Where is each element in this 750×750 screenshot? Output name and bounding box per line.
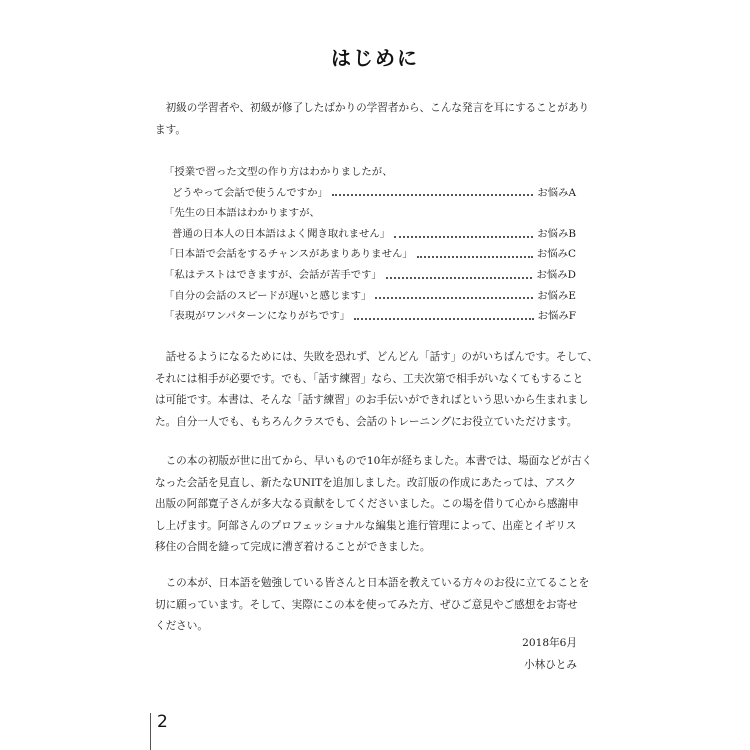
worry-row (164, 183, 576, 204)
worry-text: 「先生の日本語はわかりますが、 (164, 207, 320, 220)
worry-row (164, 265, 576, 286)
leader-dots (354, 317, 534, 320)
paragraph-line: 話せるようになるためには、失敗を恐れず、どんどん「話す」のがいちばんです。そして、 (165, 351, 599, 363)
intro-line: ます。 (155, 123, 186, 136)
paragraph-line: それには相手が必要です。でも、「話す練習」なら、工夫次第で相手がいなくてもすること (155, 372, 584, 385)
paragraph-line: なった会話を見直し、新たなUNITを追加しました。改訂版の作成にあたっては、アスク (155, 476, 576, 489)
page-number-rule (150, 713, 151, 750)
worry-row (164, 286, 576, 307)
intro-paragraph (155, 98, 590, 141)
leader-dots (375, 296, 533, 299)
body-paragraph-2 (155, 347, 599, 433)
worry-tag: お悩みC (536, 248, 576, 261)
paragraph-line: ください。 (155, 620, 208, 633)
worry-row (164, 203, 576, 224)
body-paragraph-3 (155, 451, 593, 559)
worry-text: 「日本語で会話をするチャンスがあまりありません」 (164, 248, 413, 261)
leader-dots (417, 255, 533, 258)
worry-text: 「私はテストはできますが、会話が苦手です」 (164, 268, 382, 281)
paragraph-line: は可能です。本書は、そんな「話す練習」のお手伝いができればという思いから生まれまし (155, 394, 589, 407)
intro-line: 初級の学習者や、初級が修了したばかりの学習者から、こんな発言を耳にすることがあり (165, 102, 590, 114)
author-name: 小林ひとみ (524, 659, 577, 671)
paragraph-line: 切に願っています。そして、実際にこの本を使ってみた方、ぜひご意見やご感想をお寄せ (155, 598, 578, 611)
worry-text: 「表現がワンパターンになりがちです」 (164, 310, 350, 323)
worry-tag: お悩みB (537, 227, 576, 240)
paragraph-line: た。自分一人でも、もちろんクラスでも、会話のトレーニングにお役立ていただけます。 (155, 415, 578, 428)
page-number: 2 (157, 712, 168, 732)
paragraph-line: 移住の合間を縫って完成に漕ぎ着けることができました。 (155, 541, 431, 554)
leader-dots (332, 193, 533, 196)
worry-tag: お悩みD (536, 268, 576, 281)
worries-list (164, 162, 576, 327)
worry-tag: お悩みA (537, 186, 576, 199)
paragraph-line: この本の初版が世に出てから、早いもので10年が経ちました。本書では、場面などが古く (165, 455, 593, 467)
worry-tag: お悩みE (537, 289, 576, 302)
date-line: 2018年6月 (522, 637, 577, 649)
paragraph-line: この本が、日本語を勉強している皆さんと日本語を教えている方々のお役に立てることを (165, 577, 590, 589)
worry-text: 「授業で習った文型の作り方はわかりましたが、 (164, 166, 393, 178)
worry-row (164, 224, 576, 245)
paragraph-line: し上げます。阿部さんのプロフェッショナルな編集と進行管理によって、出産とイギリス (155, 519, 577, 532)
worry-text: 「自分の会話のスピードが遅いと感じます」 (164, 289, 372, 302)
leader-dots (394, 235, 533, 238)
worry-row (164, 162, 576, 183)
worry-text: どうやって会話で使うんですか」 (172, 186, 328, 199)
worry-row (164, 306, 576, 327)
page-title: はじめに (331, 46, 419, 70)
worry-row (164, 244, 576, 265)
body-paragraph-4 (155, 573, 590, 638)
worry-text: 普通の日本人の日本語はよく聞き取れません」 (172, 227, 391, 240)
worry-tag: お悩みF (537, 310, 576, 323)
leader-dots (386, 276, 533, 279)
paragraph-line: 出版の阿部寛子さんが多大なる貢献をしてくださいました。この場を借りて心から感謝申 (155, 498, 579, 511)
